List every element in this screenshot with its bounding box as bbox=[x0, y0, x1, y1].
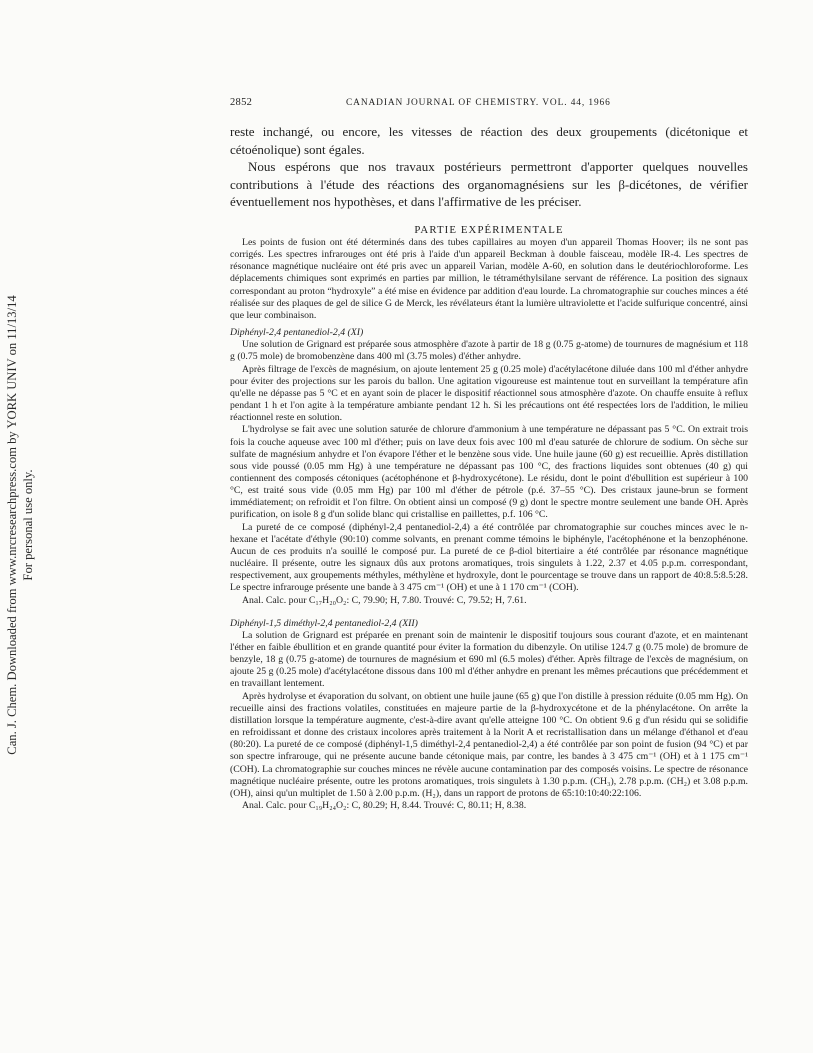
experimental-methods-paragraph: Les points de fusion ont été déterminés dans des tubes capillaires au moyen d'un appareil Thomas Hoover; ils ne sont pas corrigés. Les spectres infrarouges ont été pris à l'aide d'un appareil Beckman à double faisceau, modèle IR-4. Les spectres de résonance magnétique nucléaire ont été pris avec un appareil Varian, modèle A-60, en solution dans le deutériochloroforme. Les déplacements chimiques sont exprimés en parties par million, le tétraméthylsilane servant de référence. La position des signaux correspondant au proton “hydroxyle” a été mise en évidence par addition d'eau lourde. La chromatographie sur couches minces a été réalisée sur des plaques de gel de silice G de Merck, les révélateurs étant la lumière ultraviolette et l'acide sulfurique concentré, ainsi que leur combinaison. bbox=[230, 237, 748, 321]
elemental-analysis: Anal. Calc. pour C₁₉H₂₄O₂: C, 80.29; H, 8.44. Trouvé: C, 80.11; H, 8.38. bbox=[242, 800, 527, 812]
procedure-paragraph: Une solution de Grignard est préparée sous atmosphère d'azote à partir de 18 g (0.75 g-atome) de tournures de magnésium et 118 g (0.75 mole) de bromobenzène dans 400 ml (3.75 moles) d'éther anhydre. bbox=[230, 339, 748, 363]
procedure-paragraph: Après hydrolyse et évaporation du solvant, on obtient une huile jaune (65 g) que l'on distille à pression réduite (0.05 mm Hg). On recueille ainsi des fractions volatiles, constituées en majeure partie de la β-hydroxycétone et de la phénylacétone. On arrête la distillation lorsque la température augmente, c'est-à-dire avant qu'elle atteigne 100 °C. On obtient 9.6 g d'un résidu qui se solidifie en refroidissant et donne des cristaux incolores après traitement à la Norit A et recristallisation dans un mélange d'éthanol et d'eau (80:20). La pureté de ce composé (diphényl-1,5 diméthyl-2,4 pentanediol-2,4) a été contrôlée par son point de fusion (94 °C) et par son spectre infrarouge, qui ne présente aucune bande cétonique mais, par contre, les bandes à 3 475 cm⁻¹ (OH) et à 1 175 cm⁻¹ (COH). La chromatographie sur couches minces ne révèle aucune contamination par des composés voisins. Le spectre de résonance magnétique nucléaire présente, outre les protons aromatiques, trois singulets à 1.30 p.p.m. (CH₃), 2.78 p.p.m. (CH₂) et 3.08 p.p.m. (OH), ainsi qu'un multiplet de 1.50 à 2.00 p.p.m. (H₂), dans un rapport de protons de 65:10:10:40:22:106. bbox=[230, 690, 748, 799]
procedure-paragraph: Après filtrage de l'excès de magnésium, on ajoute lentement 25 g (0.25 mole) d'acétylacétone diluée dans 100 ml d'éther anhydre pour éviter des projections sur les parois du ballon. Une agitation vigoureuse est maintenue tout en surveillant la température afin qu'elle ne dépasse pas 5 °C et en ayant soin de placer le dispositif réactionnel sous atmosphère d'azote. On chauffe ensuite à reflux pendant 1 h et l'on agite à la température ambiante pendant 12 h. Si les précautions ont été respectées lors de l'addition, le milieu réactionnel reste en solution. bbox=[230, 363, 748, 424]
running-header bbox=[230, 97, 748, 113]
procedure-paragraph: La solution de Grignard est préparée en prenant soin de maintenir le dispositif toujours sous courant d'azote, et en maintenant l'éther en faible ébullition et en grande quantité pour éviter la formation du dibenzyle. On utilise 124.7 g (0.75 mole) de bromure de benzyle, 18 g (0.75 g-atome) de tournures de magnésium et 690 ml (6.5 moles) d'éther. Après filtrage de l'excès de magnésium, on ajoute 25 g (0.25 mole) d'acétylacétone dissous dans 100 ml d'éther anhydre en prenant les mêmes précautions que précédemment et en travaillant lentement. bbox=[230, 629, 748, 690]
procedure-paragraph: La pureté de ce composé (diphényl-2,4 pentanediol-2,4) a été contrôlée par chromatographie sur couches minces avec le n-hexane et l'acétate d'éthyle (90:10) comme solvants, en prenant comme témoins le biphényle, l'acétophénone et la benzophénone. Aucun de ces produits n'a souillé le composé pur. La pureté de ce β-diol bitertiaire a été contrôlée par résonance magnétique nucléaire. Il présente, outre les signaux dûs aux protons aromatiques, trois singulets à 1.22, 2.37 et 4.05 p.p.m. correspondant, respectivement, aux groupements méthyles, méthylène et hydroxyle, dont le pourcentage se trouve dans un rapport de 40:8.5:8.5:28. Le spectre infrarouge présente une bande à 3 475 cm⁻¹ (OH) et une à 1 170 cm⁻¹ (COH). bbox=[230, 521, 748, 594]
download-notice-source: Can. J. Chem. Downloaded from www.nrcresearchpress.com by YORK UNIV on 11/13/14 bbox=[5, 295, 19, 755]
page-number: 2852 bbox=[230, 97, 253, 108]
body-paragraph: Nous espérons que nos travaux postérieurs permettront d'apporter quelques nouvelles contributions à l'étude des réactions des organomagnésiens sur les β-dicétones, de vérifier éventuellement nos hypothèses, et dans l'affirmative de les préciser. bbox=[230, 159, 748, 209]
page-column bbox=[230, 97, 748, 812]
procedure-paragraph: L'hydrolyse se fait avec une solution saturée de chlorure d'ammonium à une température ne dépassant pas 5 °C. On extrait trois fois la couche aqueuse avec 100 ml d'éther; puis on lave deux fois avec 100 ml d'eau saturée de chlorure de sodium. On sèche sur sulfate de magnésium anhydre et l'on évapore l'éther et le benzène sous vide. Une huile jaune (60 g) est recueillie. Après distillation sous vide poussé (0.05 mm Hg) à une température ne dépassant pas 100 °C, des fractions liquides sont obtenues (40 g) qui contiennent des composés cétoniques (acétophénone et β-hydroxycétone). Le résidu, dont le point d'ébullition est supérieur à 100 °C, est traité sous vide (0.05 mm Hg) par 100 ml d'éther de pétrole (p.é. 37–55 °C). Des cristaux jaune-brun se forment immédiatement; on refroidit et l'on filtre. On obtient ainsi un composé (9 g) dont le spectre montre seulement une bande OH. Après purification, on isole 8 g d'un solide blanc qui cristallise en paillettes, p.f. 106 °C. bbox=[230, 424, 748, 521]
download-notice bbox=[4, 275, 40, 775]
compound-heading: Diphényl-2,4 pentanediol-2,4 (XI) bbox=[230, 327, 364, 339]
elemental-analysis: Anal. Calc. pour C₁₇H₂₀O₂: C, 79.90; H, 7.80. Trouvé: C, 79.52; H, 7.61. bbox=[242, 594, 527, 606]
download-notice-usage: For personal use only. bbox=[21, 469, 35, 581]
journal-running-title: CANADIAN JOURNAL OF CHEMISTRY. VOL. 44, 1966 bbox=[346, 98, 611, 108]
compound-heading: Diphényl-1,5 diméthyl-2,4 pentanediol-2,4 (XII) bbox=[230, 617, 418, 629]
section-heading: PARTIE EXPÉRIMENTALE bbox=[414, 223, 564, 236]
body-paragraph: reste inchangé, ou encore, les vitesses de réaction des deux groupements (dicétonique et cétoénolique) sont égales. bbox=[230, 124, 748, 157]
experimental-section bbox=[230, 237, 748, 812]
conclusion-text bbox=[230, 123, 748, 211]
